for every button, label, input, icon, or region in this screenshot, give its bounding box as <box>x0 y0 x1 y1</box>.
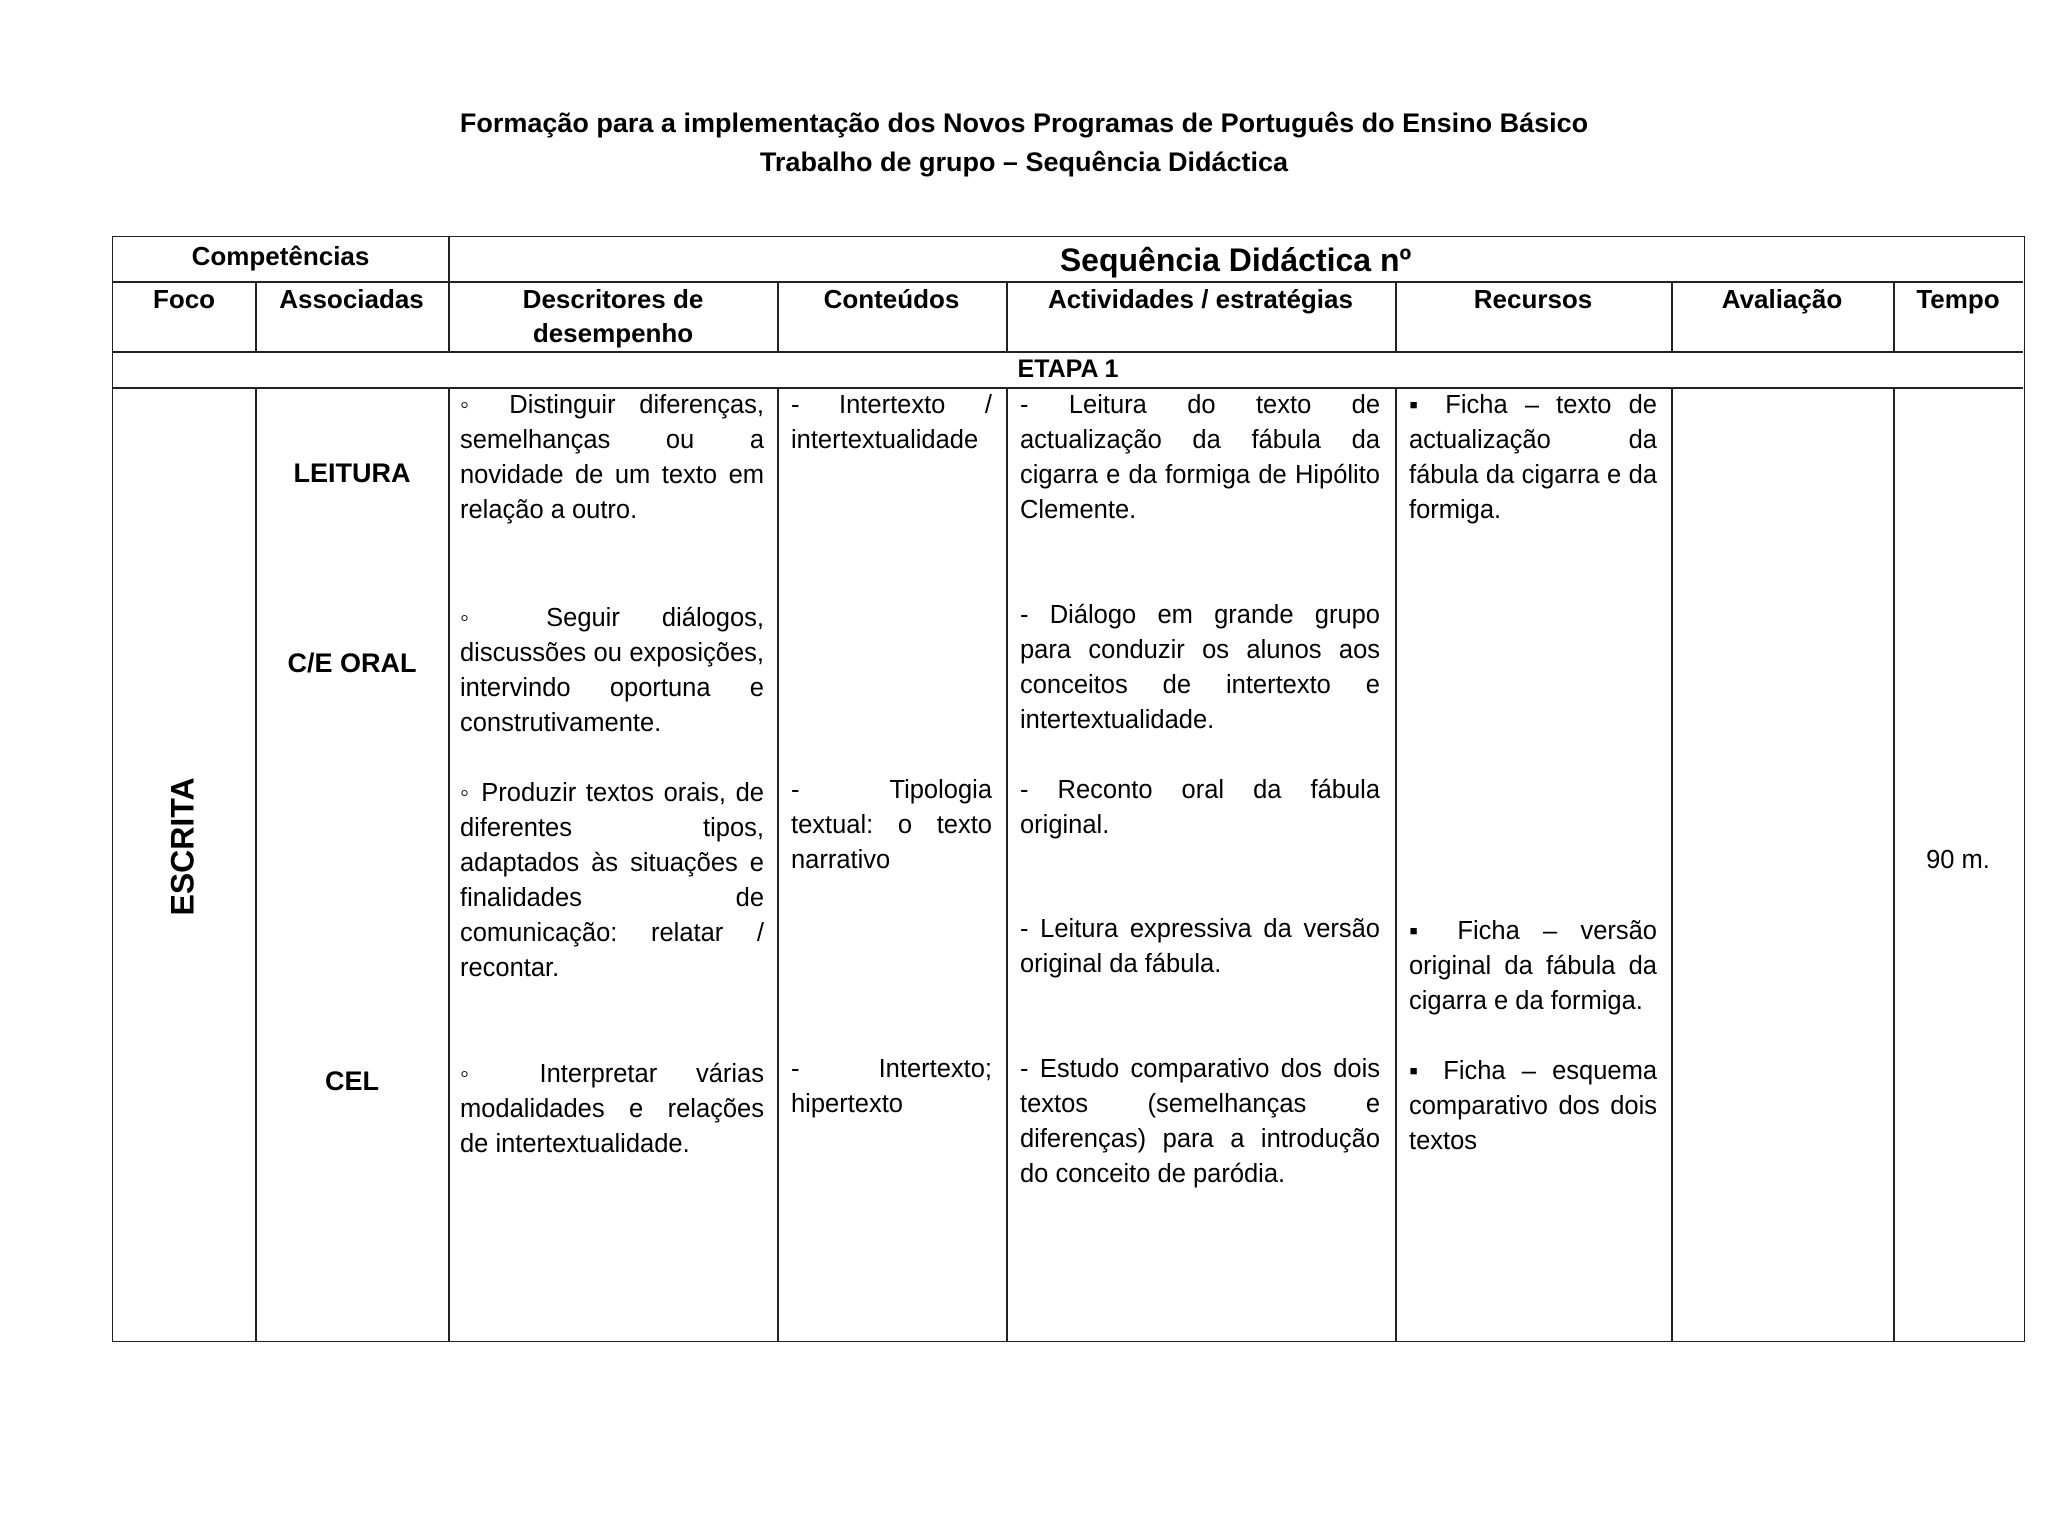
descritor-3: ◦ Produzir textos orais, de diferentes tipos, adaptados às situações e finalidades de comunicação: relatar / recontar. <box>460 779 764 982</box>
col-header-tempo: Tempo <box>1916 284 2000 314</box>
actividade-1: - Leitura do texto de actualização da fábula da cigarra e da formiga de Hipólito Clemente. <box>1020 391 1380 524</box>
document-title: Formação para a implementação dos Novos Programas de Português do Ensino Básico <box>459 108 1589 138</box>
document-title-block <box>0 104 2048 182</box>
conteudo-2: - Tipologia textual: o texto narrativo <box>791 776 992 874</box>
col-header-descritores: Descritores de desempenho <box>522 284 704 348</box>
descritor-2: ◦ Seguir diálogos, discussões ou exposições, intervindo oportuna e construtivamente. <box>460 604 764 737</box>
col-header-associadas: Associadas <box>279 284 424 314</box>
actividade-5: - Estudo comparativo dos dois textos (semelhanças e diferenças) para a introdução do conceito de paródia. <box>1020 1055 1380 1188</box>
associada-leitura: LEITURA <box>293 458 411 488</box>
conteudo-1: - Intertexto / intertextualidade <box>791 391 992 454</box>
col-divider <box>1671 387 1673 1341</box>
associada-ce-oral: C/E ORAL <box>287 648 417 678</box>
actividade-4: - Leitura expressiva da versão original da fábula. <box>1020 915 1380 978</box>
etapa-label: ETAPA 1 <box>1017 355 1119 383</box>
competencias-header: Competências <box>191 241 370 271</box>
col-divider <box>1006 387 1008 1341</box>
col-header-conteudos: Conteúdos <box>823 284 960 314</box>
recurso-3: ▪ Ficha – esquema comparativo dos dois textos <box>1409 1057 1657 1155</box>
sequencia-header: Sequência Didáctica nº <box>1059 242 1412 278</box>
descritor-4: ◦ Interpretar várias modalidades e relações de intertextualidade. <box>460 1060 764 1158</box>
col-divider <box>1395 387 1397 1341</box>
col-divider <box>255 387 257 1341</box>
actividade-2: - Diálogo em grande grupo para conduzir os alunos aos conceitos de intertexto e intertextualidade. <box>1020 601 1380 734</box>
col-header-foco: Foco <box>152 284 216 314</box>
conteudo-3: - Intertexto; hipertexto <box>791 1055 992 1118</box>
col-header-avaliacao: Avaliação <box>1721 284 1843 314</box>
associada-cel: CEL <box>325 1066 379 1096</box>
document-subtitle: Trabalho de grupo – Sequência Didáctica <box>759 147 1289 177</box>
recurso-2: ▪ Ficha – versão original da fábula da cigarra e da formiga. <box>1409 917 1657 1015</box>
col-divider <box>777 387 779 1341</box>
foco-value: ESCRITA <box>164 777 201 916</box>
recurso-1: ▪ Ficha – texto de actualização da fábula da cigarra e da formiga. <box>1409 391 1657 524</box>
actividade-3: - Reconto oral da fábula original. <box>1020 776 1380 839</box>
col-divider <box>448 387 450 1341</box>
tempo-value: 90 m. <box>1926 846 1990 874</box>
col-header-actividades: Actividades / estratégias <box>1048 284 1353 314</box>
col-header-recursos: Recursos <box>1473 284 1593 314</box>
descritor-1: ◦ Distinguir diferenças, semelhanças ou a novidade de um texto em relação a outro. <box>460 391 764 524</box>
